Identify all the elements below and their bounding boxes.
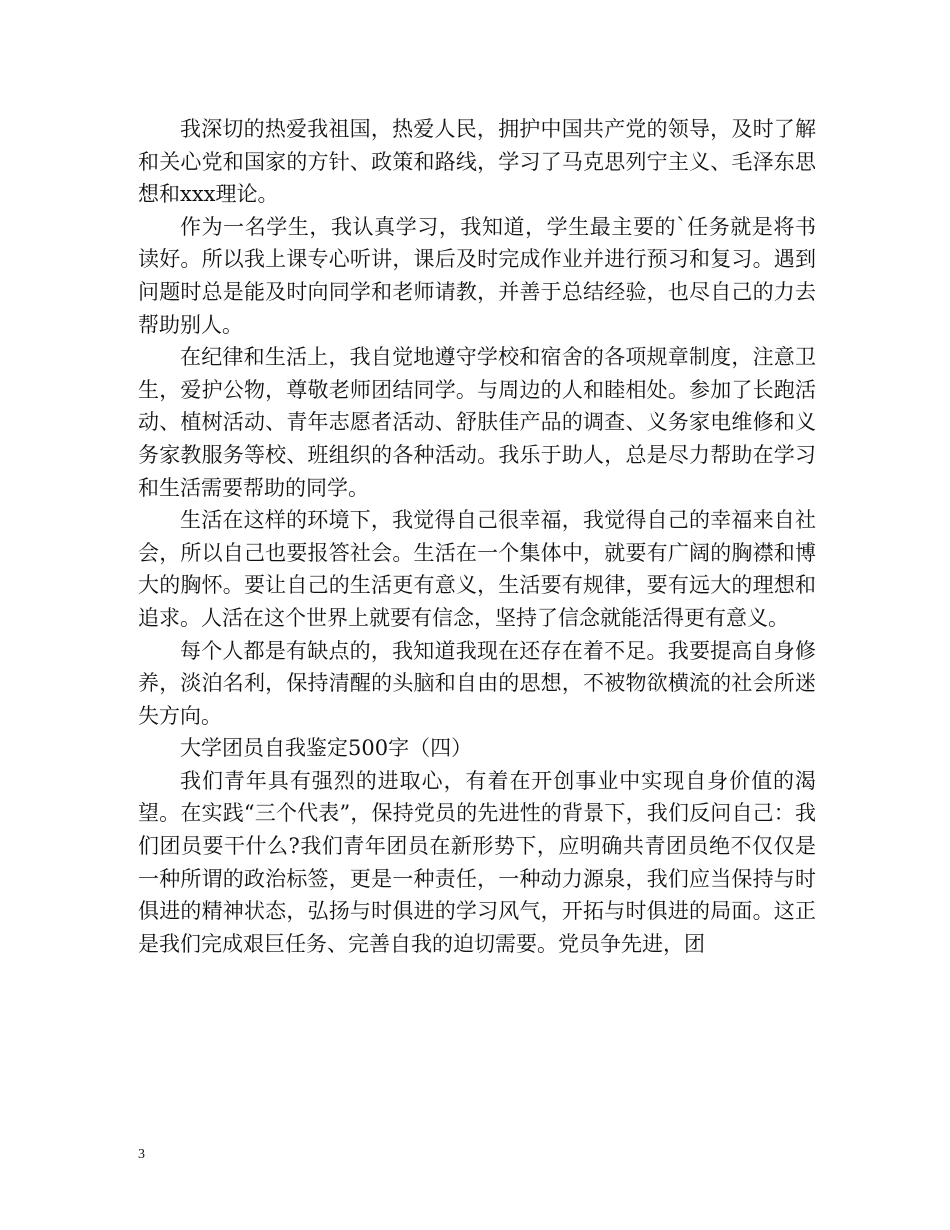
paragraph: 我深切的热爱我祖国，热爱人民，拥护中国共产党的领导，及时了解和关心党和国家的方针、政策和路线，学习了马克思列宁主义、毛泽东思想和xxx理论。 [138,117,816,207]
page-number: 3 [138,1147,145,1162]
paragraph: 生活在这样的环境下，我觉得自己很幸福，我觉得自己的幸福来自社会，所以自己也要报答社会。生活在一个集体中，就要有广阔的胸襟和博大的胸怀。要让自己的生活更有意义，生活要有规律，要有远大的理想和追求。人活在这个世界上就要有信念，坚持了信念就能活得更有意义。 [138,508,816,630]
paragraph: 作为一名学生，我认真学习，我知道，学生最主要的`任务就是将书读好。所以我上课专心听讲，课后及时完成作业并进行预习和复习。遇到问题时总是能及时向同学和老师请教，并善于总结经验，也尽自己的力去帮助别人。 [138,214,816,337]
paragraph: 每个人都是有缺点的，我知道我现在还存在着不足。我要提高自身修养，淡泊名利，保持清醒的头脑和自由的思想，不被物欲横流的社会所迷失方向。 [138,638,816,728]
document-body [138,113,816,960]
paragraph: 在纪律和生活上，我自觉地遵守学校和宿舍的各项规章制度，注意卫生，爱护公物，尊敬老师团结同学。与周边的人和睦相处。参加了长跑活动、植树活动、青年志愿者活动、舒肤佳产品的调查、义务家电维修和义务家教服务等校、班组织的各种活动。我乐于助人，总是尽力帮助在学习和生活需要帮助的同学。 [138,345,816,500]
section-heading: 大学团员自我鉴定500字（四） [180,736,473,761]
paragraph: 我们青年具有强烈的进取心，有着在开创事业中实现自身价值的渴望。在实践“三个代表”，保持党员的先进性的背景下，我们反问自己：我们团员要干什么?我们青年团员在新形势下，应明确共青团员绝不仅仅是一种所谓的政治标签，更是一种责任，一种动力源泉，我们应当保持与时俱进的精神状态，弘扬与时俱进的学习风气，开拓与时俱进的局面。这正是我们完成艰巨任务、完善自我的迫切需要。党员争先进，团 [138,768,816,956]
